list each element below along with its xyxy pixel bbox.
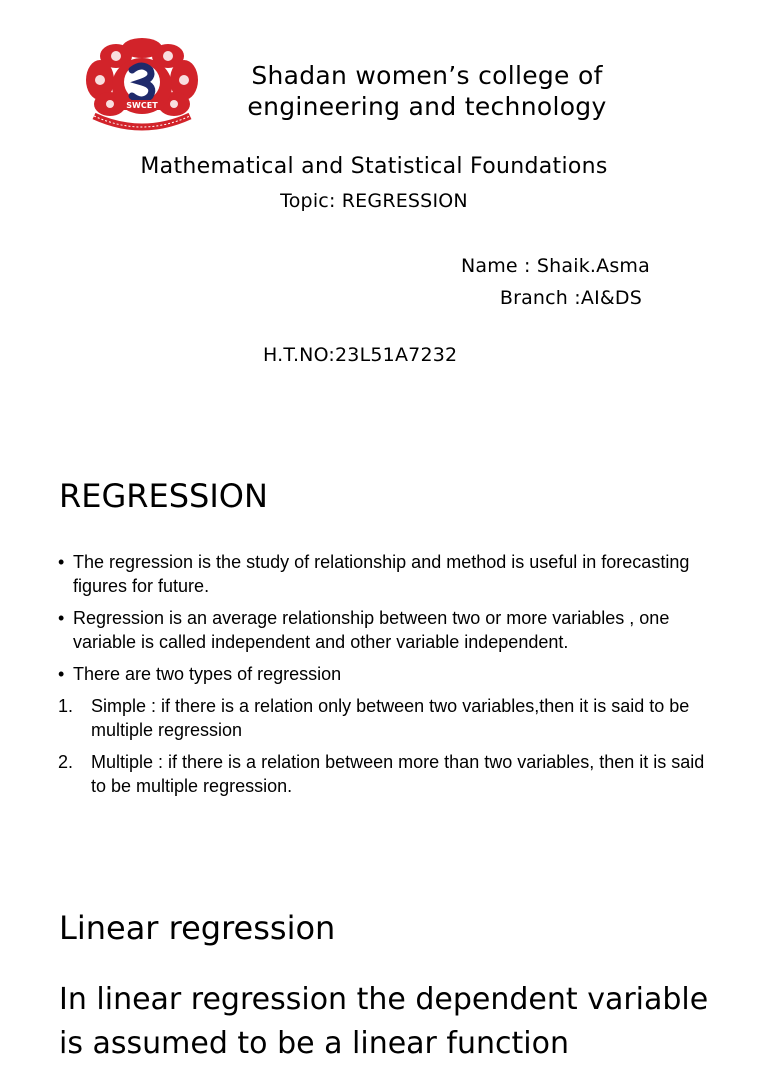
bullet-item xyxy=(58,662,718,686)
college-logo xyxy=(80,34,204,134)
slide-body-text: In linear regression the dependent variable is assumed to be a linear function xyxy=(59,982,709,1061)
bullet-marker: • xyxy=(58,664,65,684)
number-marker: 2. xyxy=(58,752,74,772)
college-title: Shadan women’s college of engineering and technology xyxy=(247,61,607,121)
numbered-item xyxy=(58,694,718,742)
bullet-list xyxy=(58,550,718,806)
title-slide xyxy=(0,0,768,432)
hall-ticket-number: H.T.NO:23L51A7232 xyxy=(263,344,458,366)
college-logo-emblem-icon xyxy=(80,34,204,134)
bullet-item xyxy=(58,550,718,598)
bullet-marker: • xyxy=(58,552,65,572)
bullet-text: Regression is an average relationship between two or more variables , one variable is called independent and other variable independent. xyxy=(73,608,670,652)
numbered-text: Simple : if there is a relation only between two variables,then it is said to be multiple regression xyxy=(91,696,690,740)
slide-heading: REGRESSION xyxy=(59,477,268,515)
bullet-item xyxy=(58,606,718,654)
bullet-text: There are two types of regression xyxy=(73,664,342,684)
numbered-text: Multiple : if there is a relation between more than two variables, then it is said to be multiple regression. xyxy=(91,752,705,796)
svg-text:SWCET: SWCET xyxy=(126,101,158,110)
number-marker: 1. xyxy=(58,696,74,716)
topic-line: Topic: REGRESSION xyxy=(280,190,468,212)
numbered-item xyxy=(58,750,718,798)
course-title: Mathematical and Statistical Foundations xyxy=(140,154,608,179)
slide-heading: Linear regression xyxy=(59,909,336,947)
bullet-marker: • xyxy=(58,608,65,628)
regression-slide xyxy=(0,432,768,864)
student-name: Name : Shaik.Asma xyxy=(460,255,650,277)
linear-regression-slide xyxy=(0,864,768,1061)
student-branch: Branch :AI&DS xyxy=(499,287,642,309)
bullet-text: The regression is the study of relationship and method is useful in forecasting figures for future. xyxy=(73,552,690,596)
